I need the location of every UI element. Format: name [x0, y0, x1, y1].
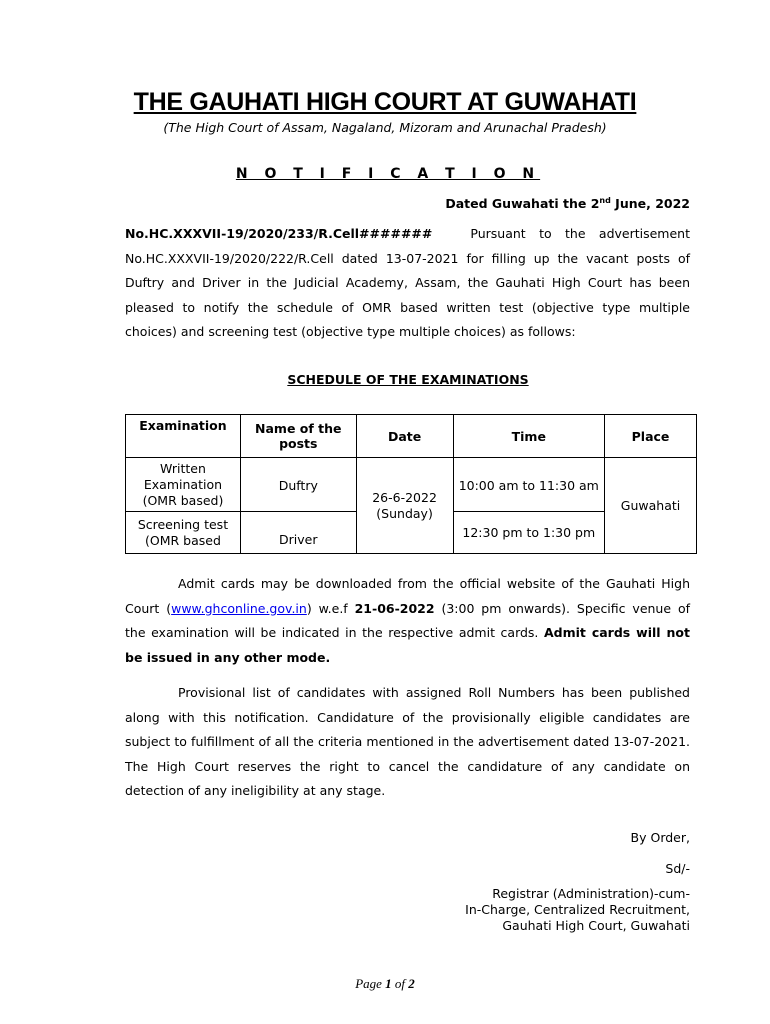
by-order: By Order,: [630, 830, 690, 845]
signatory-block: Registrar (Administration)-cum- In-Charge, Centralized Recruitment, Gauhati High Court, Guwahati: [465, 886, 690, 933]
header-posts: Name of the posts: [240, 415, 356, 458]
header-examination: Examination: [126, 415, 241, 458]
exam-cell: Screening test (OMR based: [126, 512, 241, 554]
reference-number: No.HC.XXXVII-19/2020/233/R.Cell#######: [125, 226, 433, 241]
court-subtitle: (The High Court of Assam, Nagaland, Mizoram and Arunachal Pradesh): [163, 120, 607, 135]
notification-heading: N O T I F I C A T I O N: [235, 166, 541, 182]
exam-cell: Written Examination (OMR based): [126, 458, 241, 512]
dated-line: Dated Guwahati the 2nd June, 2022: [445, 196, 690, 212]
date-cell: 26-6-2022 (Sunday): [356, 458, 453, 554]
time-cell: 10:00 am to 11:30 am: [453, 458, 605, 512]
post-cell: Duftry: [240, 458, 356, 512]
website-link[interactable]: www.ghconline.gov.in: [171, 600, 307, 616]
header-date: Date: [356, 415, 453, 458]
place-cell: Guwahati: [605, 458, 697, 554]
intro-paragraph: No.HC.XXXVII-19/2020/233/R.Cell####### Pursuant to the advertisement No.HC.XXXVII-19/2020/222/R.Cell dated 13-07-2021 for filling up the vacant posts of Duftry and Driver in the Judicial Academy, Assam, the Gauhati High Court has been pleased to notify the schedule of OMR based written test (objective type multiple choices) and screening test (objective type multiple choices) as follows:: [125, 226, 690, 339]
schedule-table: [125, 414, 697, 554]
signed-mark: Sd/-: [665, 861, 690, 876]
time-cell: 12:30 pm to 1:30 pm: [453, 512, 605, 554]
post-cell: Driver: [240, 512, 356, 554]
admit-date: 21-06-2022: [354, 600, 435, 616]
page-footer: Page 1 of 2: [355, 976, 415, 991]
court-title: THE GAUHATI HIGH COURT AT GUWAHATI: [133, 88, 637, 116]
header-time: Time: [453, 415, 605, 458]
provisional-paragraph: Provisional list of candidates with assigned Roll Numbers has been published along with this notification. Candidature of the provisionally eligible candidates are subject to fulfillment of all the criteria mentioned in the advertisement dated 13-07-2021. The High Court reserves the right to cancel the candidature of any candidate on detection of any ineligibility at any stage.: [125, 685, 690, 798]
table-row: [126, 458, 697, 512]
schedule-title: SCHEDULE OF THE EXAMINATIONS: [287, 372, 529, 387]
admit-card-paragraph: Admit cards may be downloaded from the official website of the Gauhati High Court (www.ghconline.gov.in) w.e.f 21-06-2022 (3:00 pm onwards). Specific venue of the examination will be indicated in the respective admit cards. Admit cards will not be issued in any other mode.: [125, 576, 690, 665]
table-header-row: [126, 415, 697, 458]
header-place: Place: [605, 415, 697, 458]
